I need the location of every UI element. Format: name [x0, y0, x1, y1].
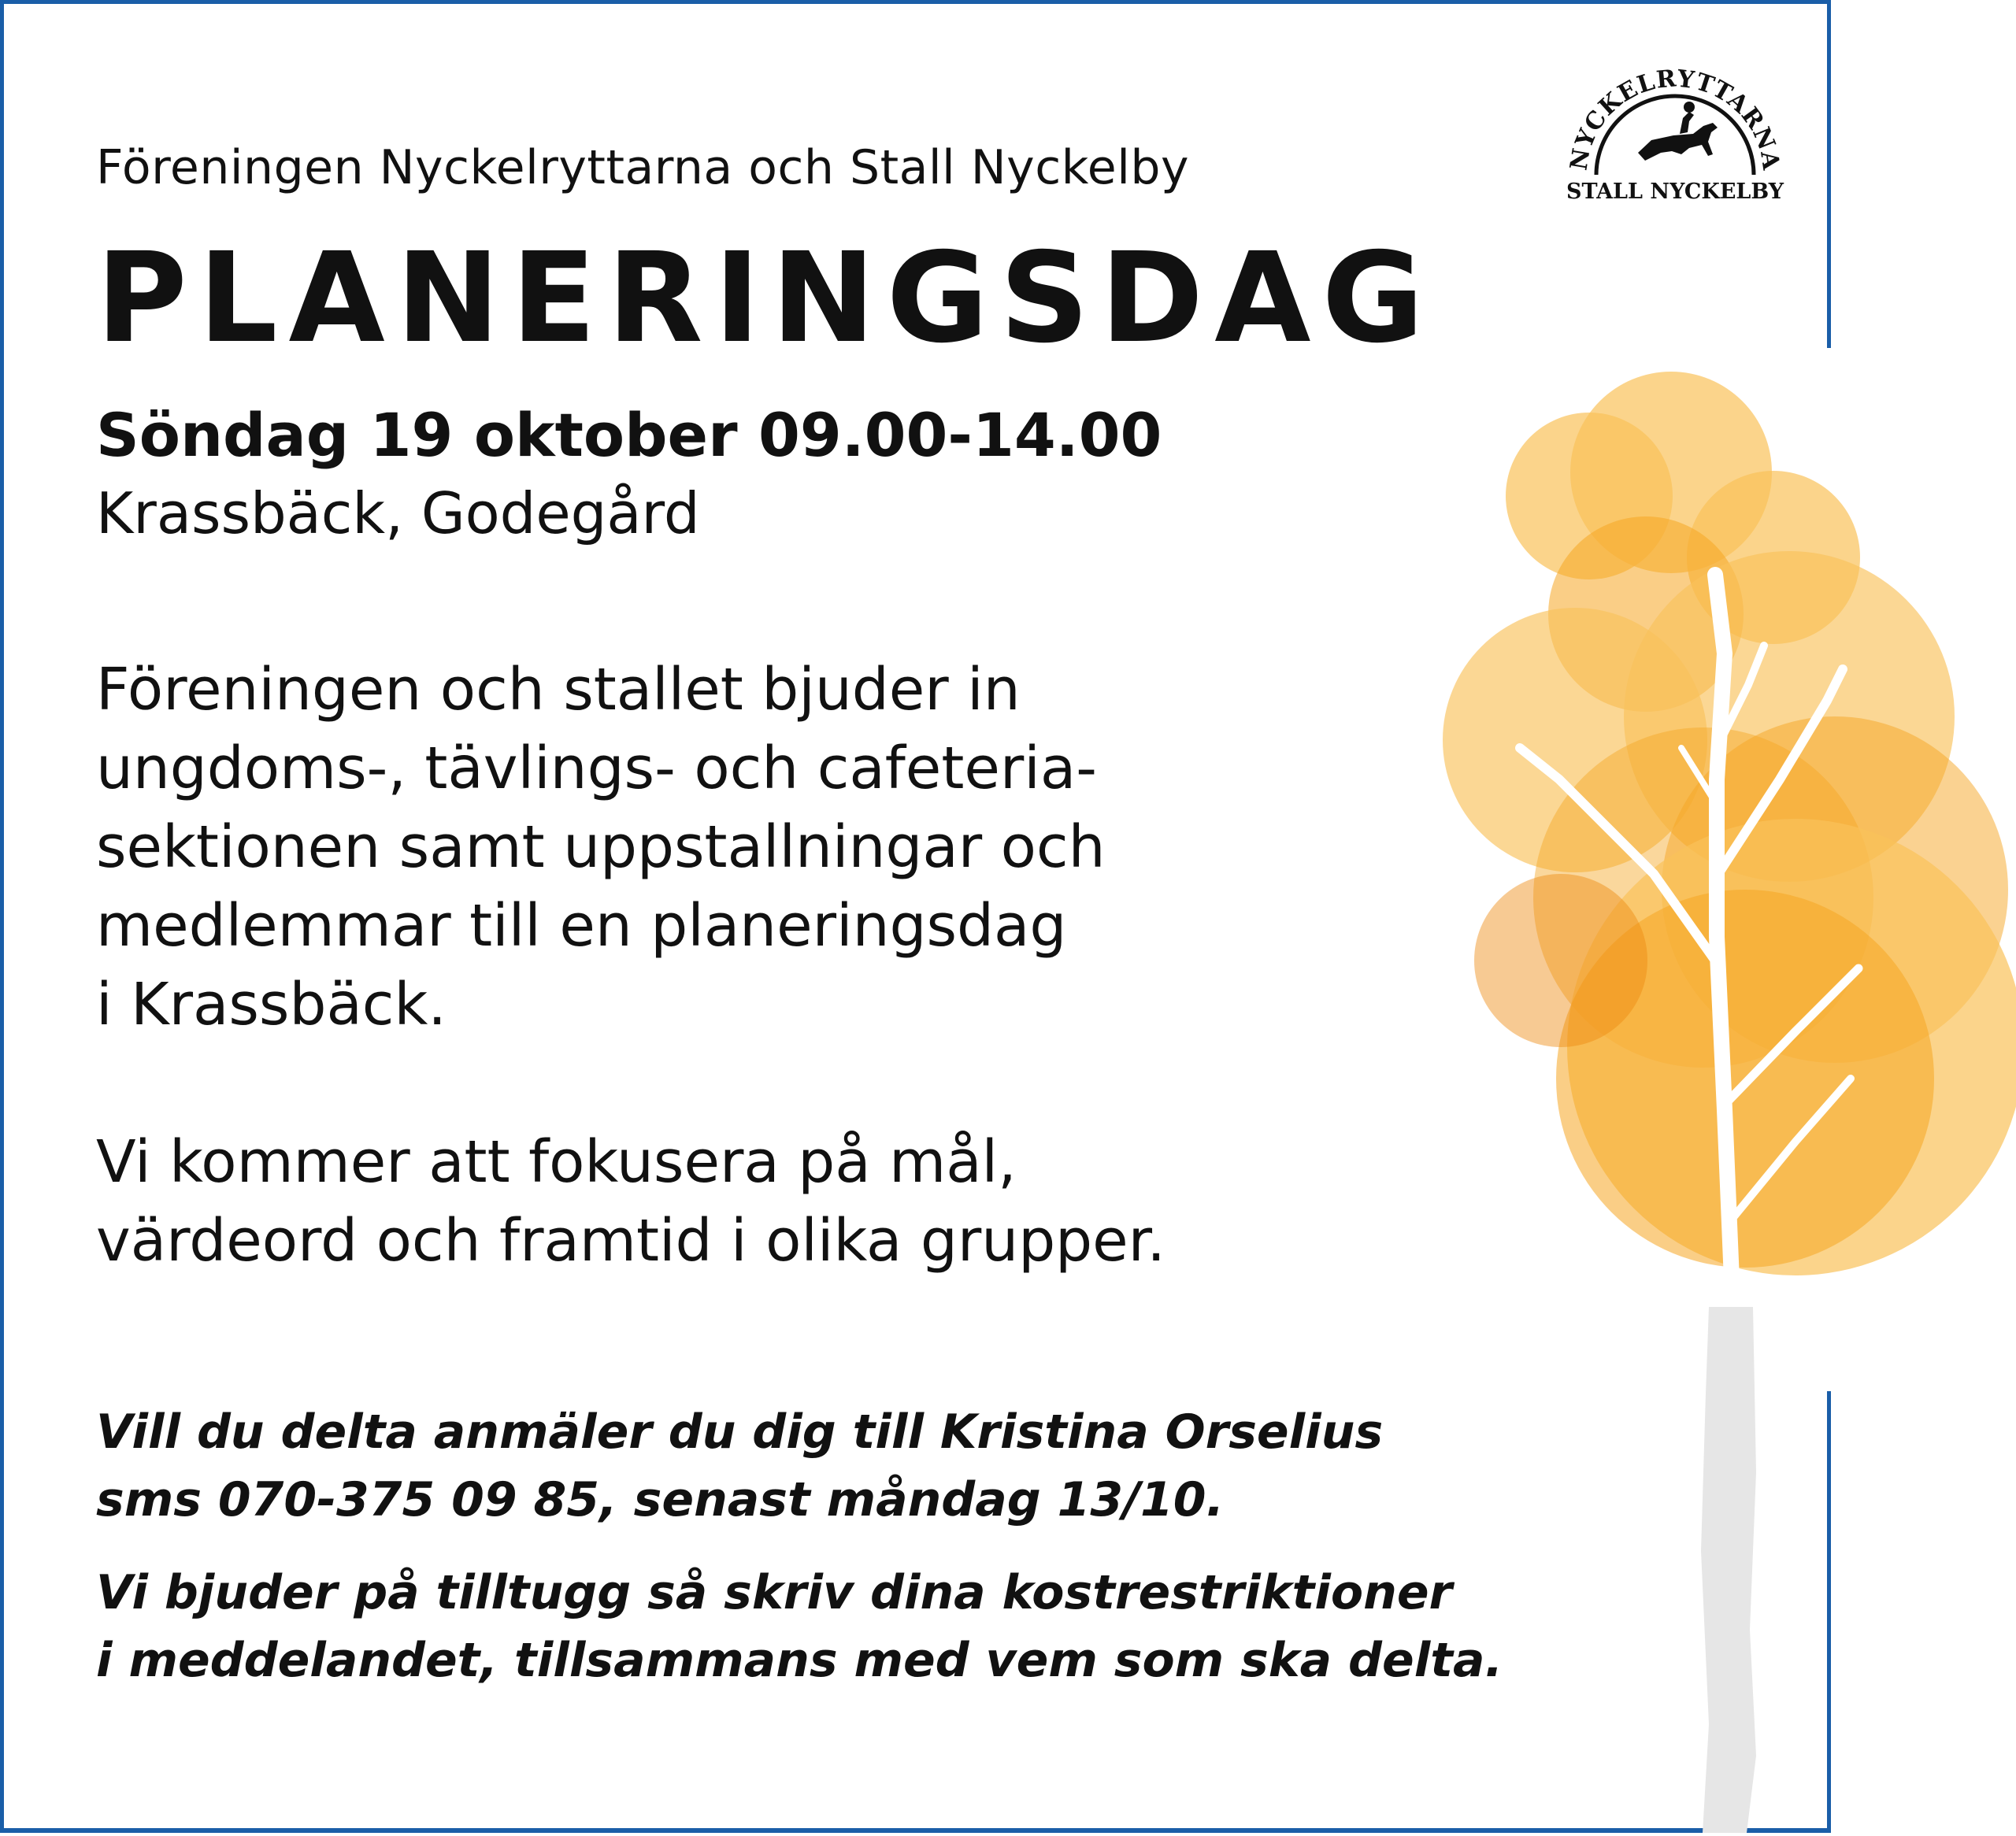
signup-line: Vill du delta anmäler du dig till Kristina Orselius — [96, 1405, 1384, 1460]
club-logo — [1563, 57, 1788, 202]
description-line: ungdoms-, tävlings- och cafeteria- — [96, 735, 1097, 802]
frame-border-right-upper — [1827, 0, 1831, 348]
logo-bottom-text: STALL NYCKELBY — [1566, 180, 1784, 202]
description-line: Föreningen och stallet bjuder in — [96, 656, 1021, 724]
page-title: PLANERINGSDAG — [96, 226, 1436, 371]
event-date-time: Söndag 19 oktober 09.00-14.00 — [96, 400, 1162, 470]
event-location: Krassbäck, Godegård — [96, 480, 700, 546]
frame-border-top — [0, 0, 1831, 4]
signup-info — [96, 1398, 1577, 1534]
organizers-line: Föreningen Nyckelryttarna och Stall Nyckelby — [96, 140, 1189, 195]
refreshments-line: Vi bjuder på tilltugg så skriv dina kostrestriktioner — [96, 1565, 1453, 1620]
horse-rider-jumping-icon — [1638, 102, 1718, 161]
description-line: medlemmar till en planeringsdag — [96, 892, 1067, 960]
refreshments-info — [96, 1559, 1577, 1694]
signup-line: sms 070-375 09 85, senast måndag 13/10. — [96, 1472, 1225, 1527]
description — [96, 650, 1325, 1280]
focus-line: värdeord och framtid i olika grupper. — [96, 1207, 1166, 1275]
logo-arc-text: NYCKELRYTTARNA — [1565, 65, 1785, 172]
focus-line: Vi kommer att fokusera på mål, — [96, 1128, 1017, 1196]
description-line: sektionen samt uppstallningar och — [96, 813, 1106, 881]
frame-border-left — [0, 0, 4, 1833]
paragraph-spacer — [96, 1044, 1325, 1123]
tree-trunk — [1701, 1307, 1756, 1833]
refreshments-line: i meddelandet, tillsammans med vem som ska delta. — [96, 1633, 1503, 1688]
description-line: i Krassbäck. — [96, 971, 447, 1038]
tree-illustration — [1386, 370, 2016, 1833]
